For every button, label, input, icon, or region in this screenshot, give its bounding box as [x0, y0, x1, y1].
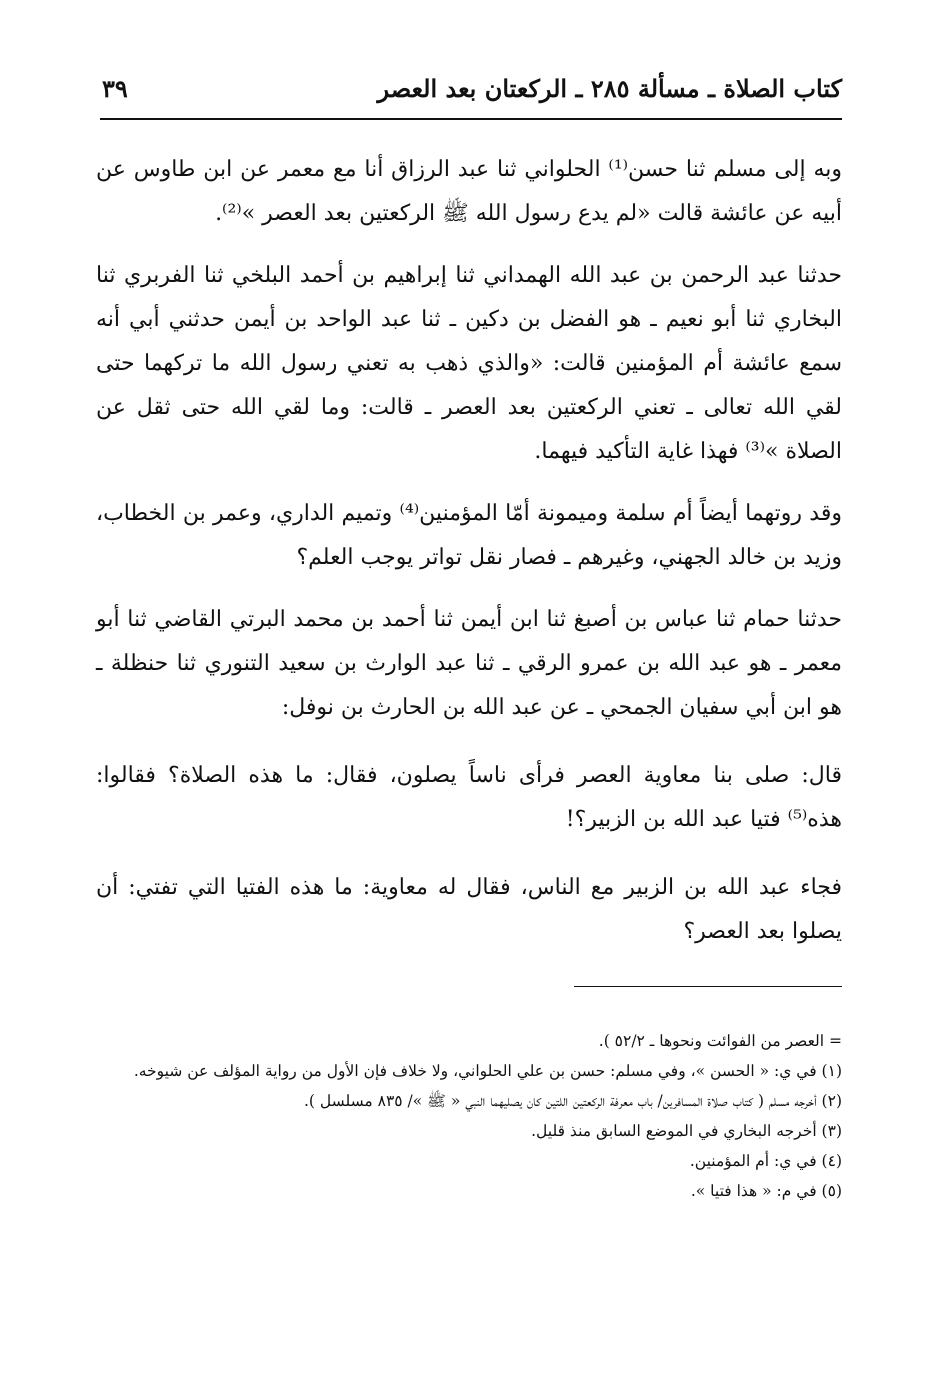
footnote-divider [574, 986, 842, 987]
paragraph-hasan-hadith: وبه إلى مسلم ثنا حسن⁽¹⁾ الحلواني ثنا عبد الرزاق أنا مع معمر عن ابن طاوس عن أبيه عن عائشة قالت «لم يدع رسول الله ﷺ الركعتين بعد العصر »⁽²⁾. [96, 157, 842, 226]
header-divider [100, 118, 842, 120]
main-text [96, 148, 842, 972]
footnotes [96, 1028, 842, 1208]
footnote-3: (٣) أخرجه البخاري في الموضع السابق منذ قليل. [531, 1122, 842, 1140]
page-header [100, 74, 842, 114]
footnote-4: (٤) في ي: أم المؤمنين. [689, 1152, 842, 1170]
footnote-continuation: = العصر من الفوائت ونحوها ـ ٥٢/٢ ). [598, 1032, 842, 1050]
footnote-2: (٢) أخرجه مسلم ( كتاب صلاة المسافرين/ باب معرفة الركعتين اللتين كان يصليهما النبي « ﷺ »/ ٨٣٥ مسلسل ). [303, 1092, 842, 1110]
paragraph-ibn-zubayr: فجاء عبد الله بن الزبير مع الناس، فقال له معاوية: ما هذه الفتيا التي تفتي: أن يصلوا بعد العصر؟ [96, 875, 842, 944]
footnote-1: (١) في ي: « الحسن »، وفي مسلم: حسن بن علي الحلواني، ولا خلاف فإن الأول من رواية المؤلف عن شيوخه. [133, 1062, 842, 1080]
paragraph-narrators: وقد روتهما أيضاً أم سلمة وميمونة أمّا المؤمنين⁽⁴⁾ وتميم الداري، وعمر بن الخطاب، وزيد بن خالد الجهني، وغيرهم ـ فصار نقل تواتر يوجب العلم؟ [96, 501, 842, 570]
paragraph-muawiya: قال: صلى بنا معاوية العصر فرأى ناساً يصلون، فقال: ما هذه الصلاة؟ فقالوا: هذه⁽⁵⁾ فتيا عبد الله بن الزبير؟! [96, 763, 842, 832]
page-number: ٣٩ [102, 74, 128, 103]
paragraph-isnad: حدثنا حمام ثنا عباس بن أصبغ ثنا ابن أيمن ثنا أحمد بن محمد البرتي القاضي ثنا أبو معمر ـ هو عبد الله بن عمرو الرقي ـ ثنا عبد الوارث بن سعيد التنوري ثنا حنظلة ـ هو ابن أبي سفيان الجمحي ـ عن عبد الله بن الحارث بن نوفل: [96, 607, 842, 720]
footnote-5: (٥) في م: « هذا فتيا ». [690, 1182, 842, 1200]
running-title: كتاب الصلاة ـ مسألة ٢٨٥ ـ الركعتان بعد العصر [377, 74, 842, 103]
paragraph-aisha-hadith: حدثنا عبد الرحمن بن عبد الله الهمداني ثنا إبراهيم بن أحمد البلخي ثنا الفربري ثنا البخاري ثنا أبو نعيم ـ هو الفضل بن دكين ـ ثنا عبد الواحد بن أيمن حدثني أبي أنه سمع عائشة أم المؤمنين قالت: «والذي ذهب به تعني رسول الله ما تركهما حتى لقي الله تعالى ـ تعني الركعتين بعد العصر ـ قالت: وما لقي الله حتى ثقل عن الصلاة »⁽³⁾ فهذا غاية التأكيد فيهما. [96, 263, 842, 464]
